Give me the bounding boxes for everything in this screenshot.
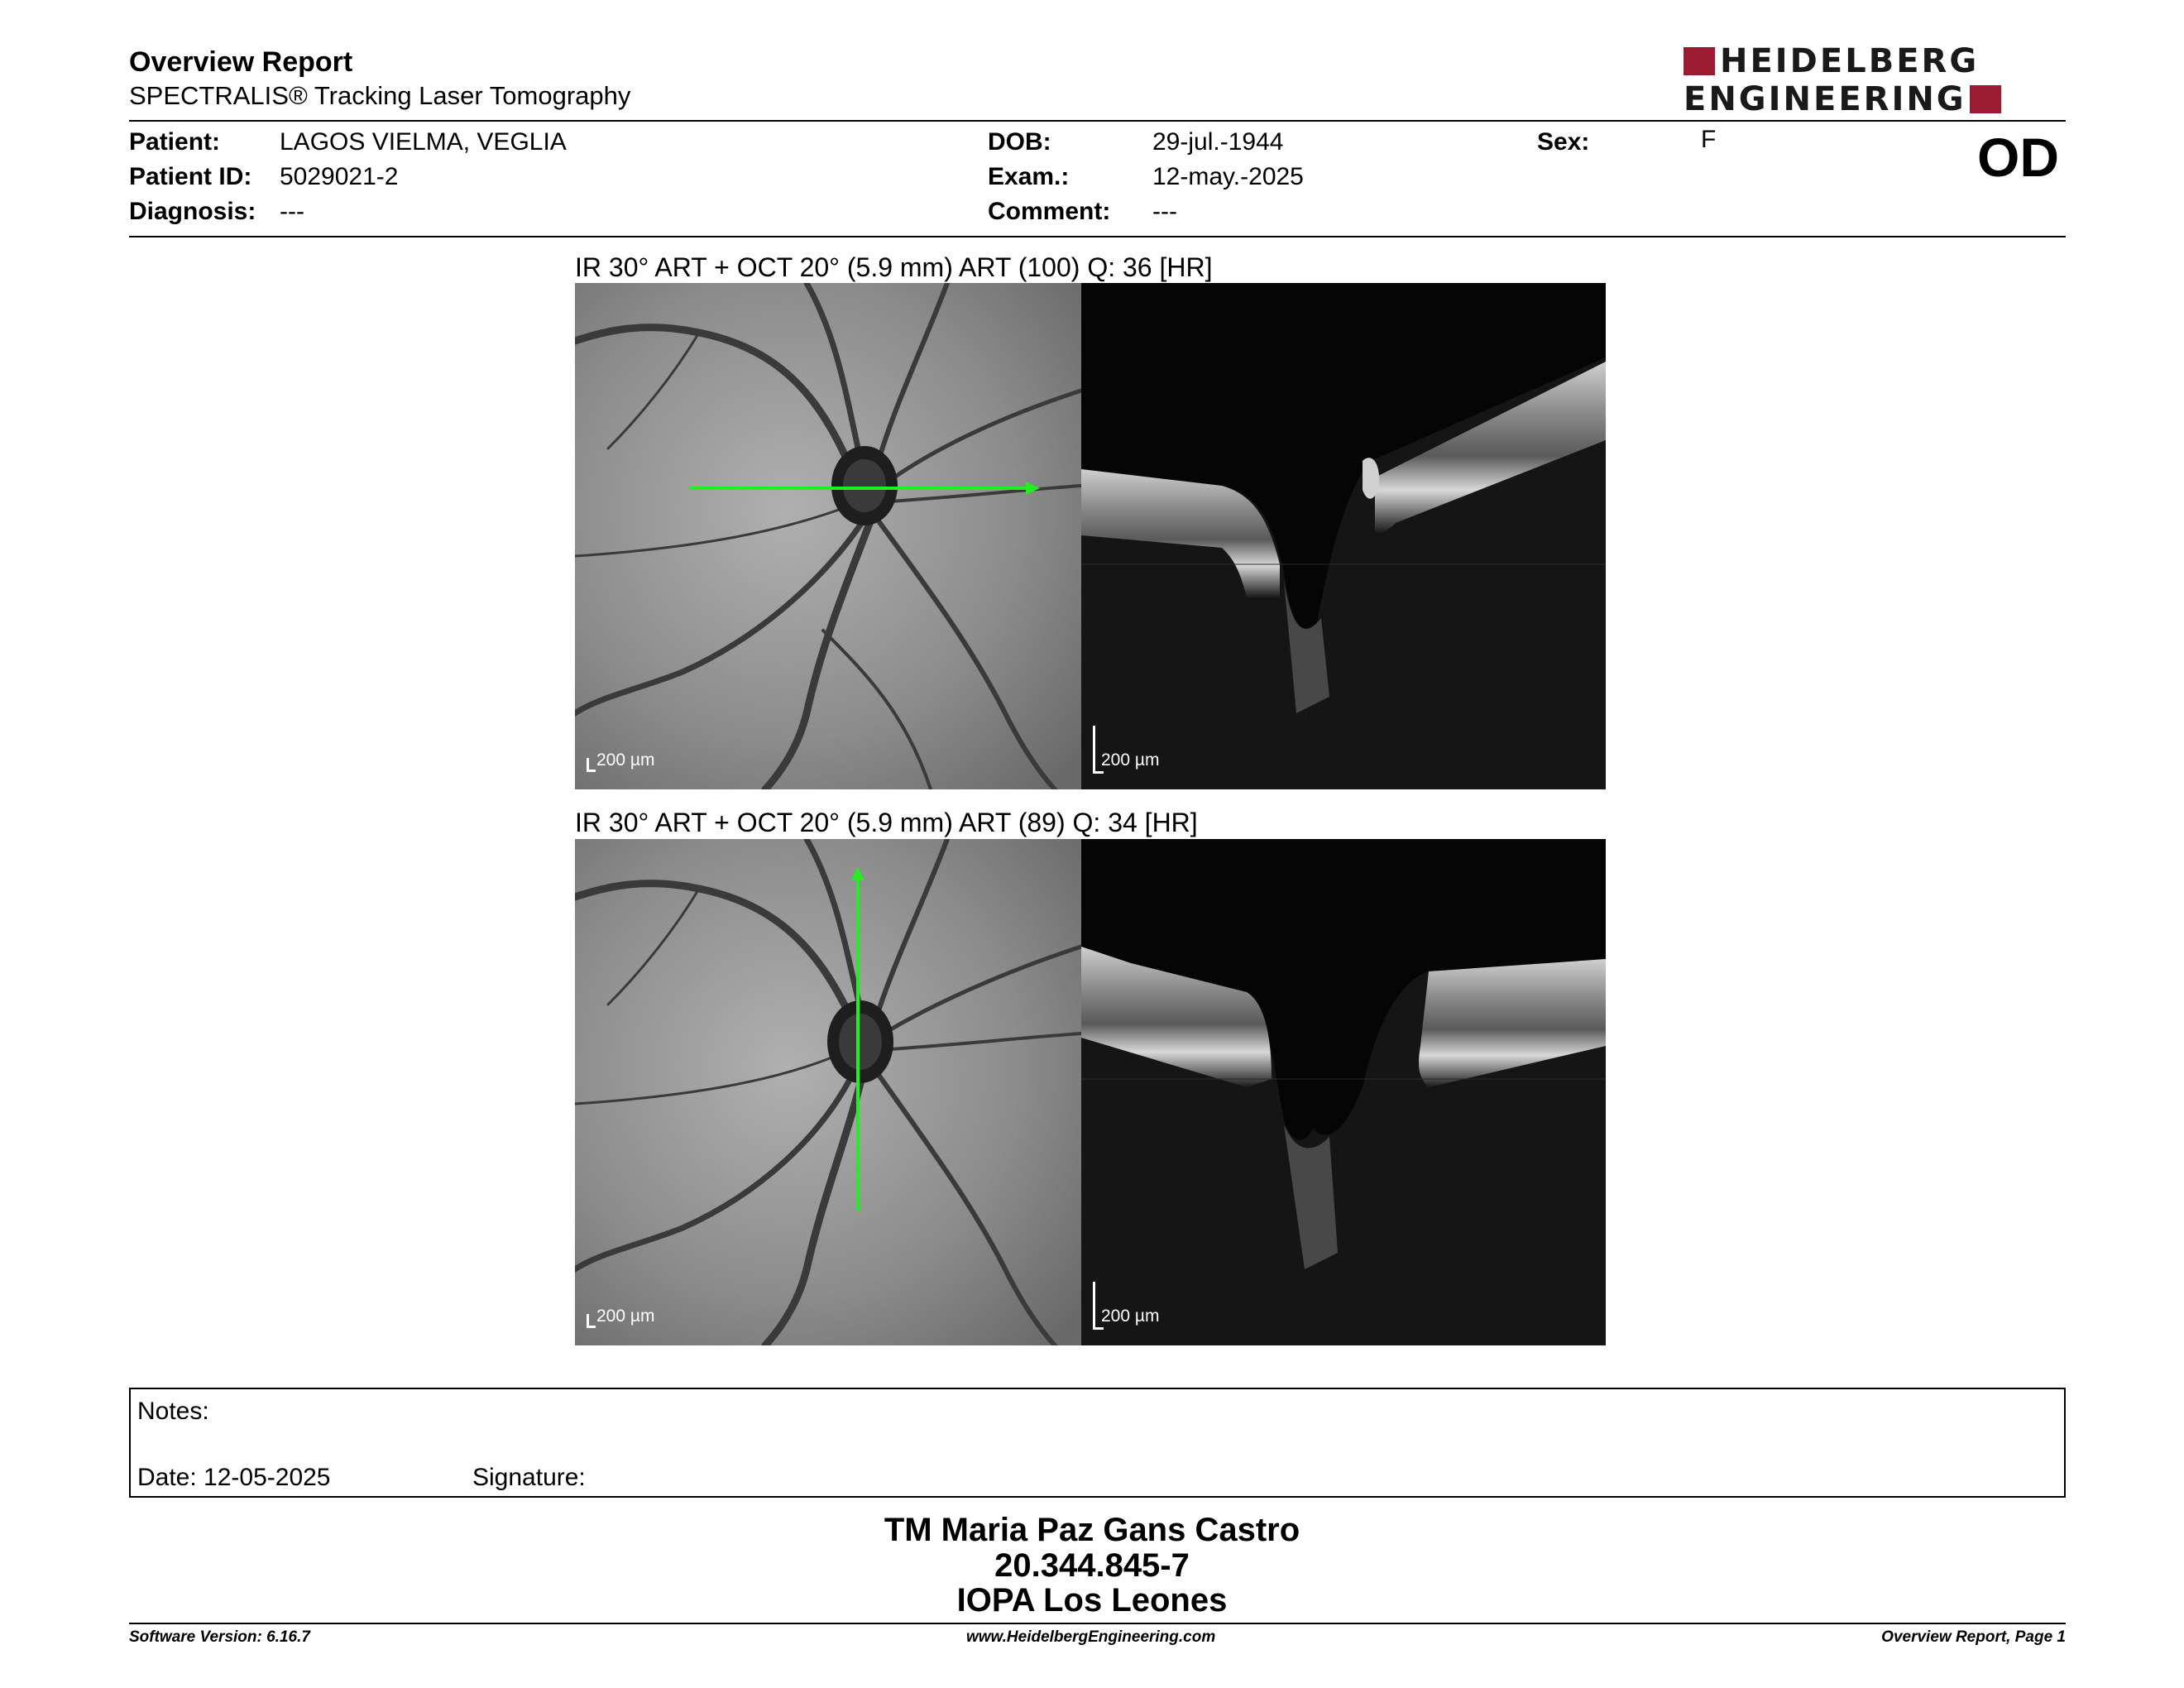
- comment-value: ---: [1152, 198, 1177, 225]
- header-divider: [129, 120, 2066, 122]
- stamp-name: TM Maria Paz Gans Castro: [884, 1512, 1300, 1548]
- scan-1: [575, 283, 1606, 789]
- page-indicator: Overview Report, Page 1: [1881, 1628, 2066, 1646]
- notes-box: [129, 1388, 2066, 1498]
- scan-1-fundus-image: [575, 283, 1081, 789]
- patient-divider: [129, 236, 2066, 237]
- notes-label: Notes:: [137, 1398, 209, 1425]
- stamp-institution: IOPA Los Leones: [956, 1582, 1228, 1618]
- scan-2-fundus-image: [575, 839, 1081, 1345]
- scan-2-fundus-scale: 200 µm: [596, 1307, 655, 1326]
- logo-line-2: ENGINEERING: [1684, 80, 1966, 118]
- diagnosis-value: ---: [280, 198, 304, 225]
- sex-label: Sex:: [1537, 128, 1590, 156]
- scan-2: [575, 839, 1606, 1345]
- patient-id: 5029021-2: [280, 163, 399, 190]
- patient-label: Patient:: [129, 128, 221, 156]
- scan-2-oct-image: [1081, 839, 1606, 1345]
- fundus-scale-bar-icon: [587, 1314, 596, 1328]
- website-link[interactable]: www.HeidelbergEngineering.com: [966, 1628, 1216, 1646]
- diagnosis-label: Diagnosis:: [129, 198, 256, 225]
- scan-1-fundus-scale: 200 µm: [596, 750, 655, 770]
- fundus-scale-bar-icon: [587, 758, 596, 772]
- heidelberg-engineering-logo: [1684, 42, 2066, 118]
- patient-id-label: Patient ID:: [129, 163, 252, 190]
- exam-date: 12-may.-2025: [1152, 163, 1304, 190]
- logo-box-right: [1970, 85, 2001, 113]
- scan-1-title: IR 30° ART + OCT 20° (5.9 mm) ART (100) Q: 36 [HR]: [575, 252, 1213, 282]
- report-title: Overview Report: [129, 46, 353, 78]
- comment-label: Comment:: [988, 198, 1111, 225]
- software-version: Software Version: 6.16.7: [129, 1628, 310, 1646]
- exam-label: Exam.:: [988, 163, 1070, 190]
- signature-label: Signature:: [472, 1464, 586, 1491]
- stamp-id: 20.344.845-7: [994, 1547, 1190, 1584]
- patient-name: LAGOS VIELMA, VEGLIA: [280, 128, 567, 156]
- scan-1-oct-image: [1081, 283, 1606, 789]
- dob-label: DOB:: [988, 128, 1051, 156]
- dob-value: 29-jul.-1944: [1152, 128, 1284, 156]
- logo-box-left: [1684, 47, 1715, 75]
- logo-line-1: HEIDELBERG: [1720, 42, 1980, 80]
- eye-indicator: OD: [1977, 127, 2059, 188]
- scan-2-title: IR 30° ART + OCT 20° (5.9 mm) ART (89) Q: 34 [HR]: [575, 808, 1198, 837]
- scan-2-oct-scale: 200 µm: [1101, 1307, 1160, 1326]
- date-field: Date: 12-05-2025: [137, 1464, 331, 1491]
- sex-value: F: [1701, 126, 1717, 153]
- report-subtitle: SPECTRALIS® Tracking Laser Tomography: [129, 81, 631, 110]
- scan-1-oct-scale: 200 µm: [1101, 750, 1160, 770]
- footer-divider: [129, 1623, 2066, 1624]
